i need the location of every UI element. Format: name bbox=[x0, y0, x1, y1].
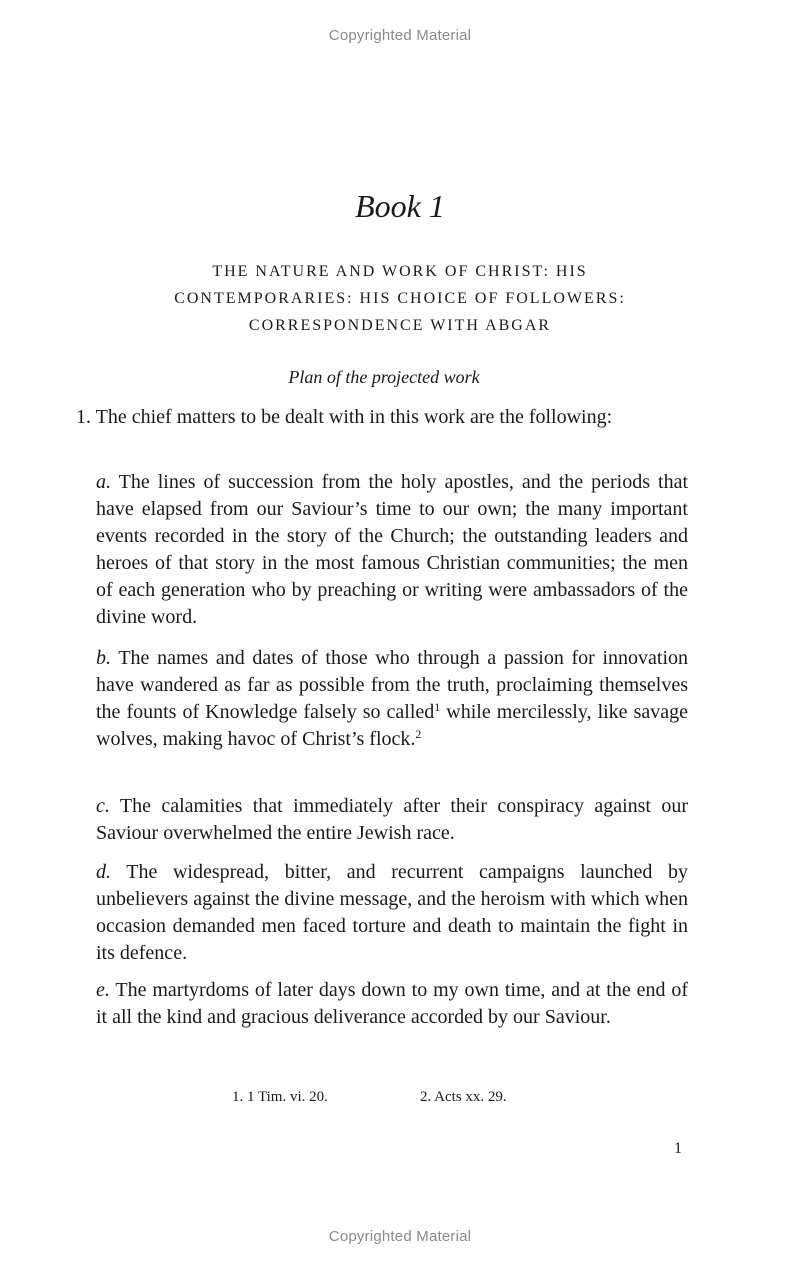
footnote-1: 1. 1 Tim. vi. 20. bbox=[232, 1089, 328, 1105]
item-letter: d. bbox=[96, 861, 111, 883]
item-letter: e. bbox=[96, 979, 110, 1001]
item-letter: c. bbox=[96, 795, 110, 817]
item-text: The martyrdoms of later days down to my own time, and at the end of it all the kind and gracious deliverance accorded by our Saviour. bbox=[96, 979, 689, 1028]
intro-paragraph: 1. The chief matters to be dealt with in this work are the following: bbox=[76, 406, 613, 428]
item-text: The lines of succession from the holy apostles, and the periods that have elapsed from our Saviour’s time to our own; the many important events recorded in the story of the Church; the outstanding leaders and heroes of that story in the most famous Christian communities; the men of each generation who by preaching or writing were ambassadors of the divine word. bbox=[96, 471, 688, 628]
footnote-ref-2[interactable]: 2 bbox=[415, 727, 422, 741]
list-item-d bbox=[96, 859, 688, 967]
item-letter: b. bbox=[96, 647, 111, 669]
item-text: The calamities that immediately after their conspiracy against our Saviour overwhelmed the entire Jewish race. bbox=[96, 795, 688, 844]
section-heading: Plan of the projected work bbox=[288, 367, 480, 387]
subtitle-line: THE NATURE AND WORK OF CHRIST: HIS bbox=[212, 263, 588, 280]
list-item-e bbox=[96, 977, 688, 1031]
list-item-a bbox=[96, 469, 688, 631]
watermark-bottom: Copyrighted Material bbox=[328, 1228, 472, 1245]
item-text-continued: while mercilessly, like savage wolves, making havoc of Christ’s flock. bbox=[96, 701, 688, 750]
item-text: The names and dates of those who through a passion for innovation have wandered as far as possible from the truth, proclaiming themselves the founts of Knowledge falsely so called bbox=[96, 647, 688, 723]
list-item-c bbox=[96, 793, 688, 847]
item-letter: a. bbox=[96, 471, 111, 493]
subtitle-line: CONTEMPORARIES: HIS CHOICE OF FOLLOWERS: bbox=[174, 290, 626, 307]
item-text: The widespread, bitter, and recurrent campaigns launched by unbelievers against the divine message, and the heroism with which when occasion demanded men faced torture and death to maintain the fight in its defence. bbox=[96, 861, 688, 964]
subtitle-line: CORRESPONDENCE WITH ABGAR bbox=[248, 317, 552, 334]
list-item-b bbox=[96, 645, 688, 753]
watermark-top: Copyrighted Material bbox=[328, 27, 472, 44]
footnote-2: 2. Acts xx. 29. bbox=[420, 1089, 507, 1105]
page-number: 1 bbox=[674, 1140, 682, 1157]
book-title: Book 1 bbox=[355, 188, 445, 224]
chapter-subtitle bbox=[0, 258, 800, 339]
footnote-ref-1[interactable]: 1 bbox=[434, 700, 441, 714]
